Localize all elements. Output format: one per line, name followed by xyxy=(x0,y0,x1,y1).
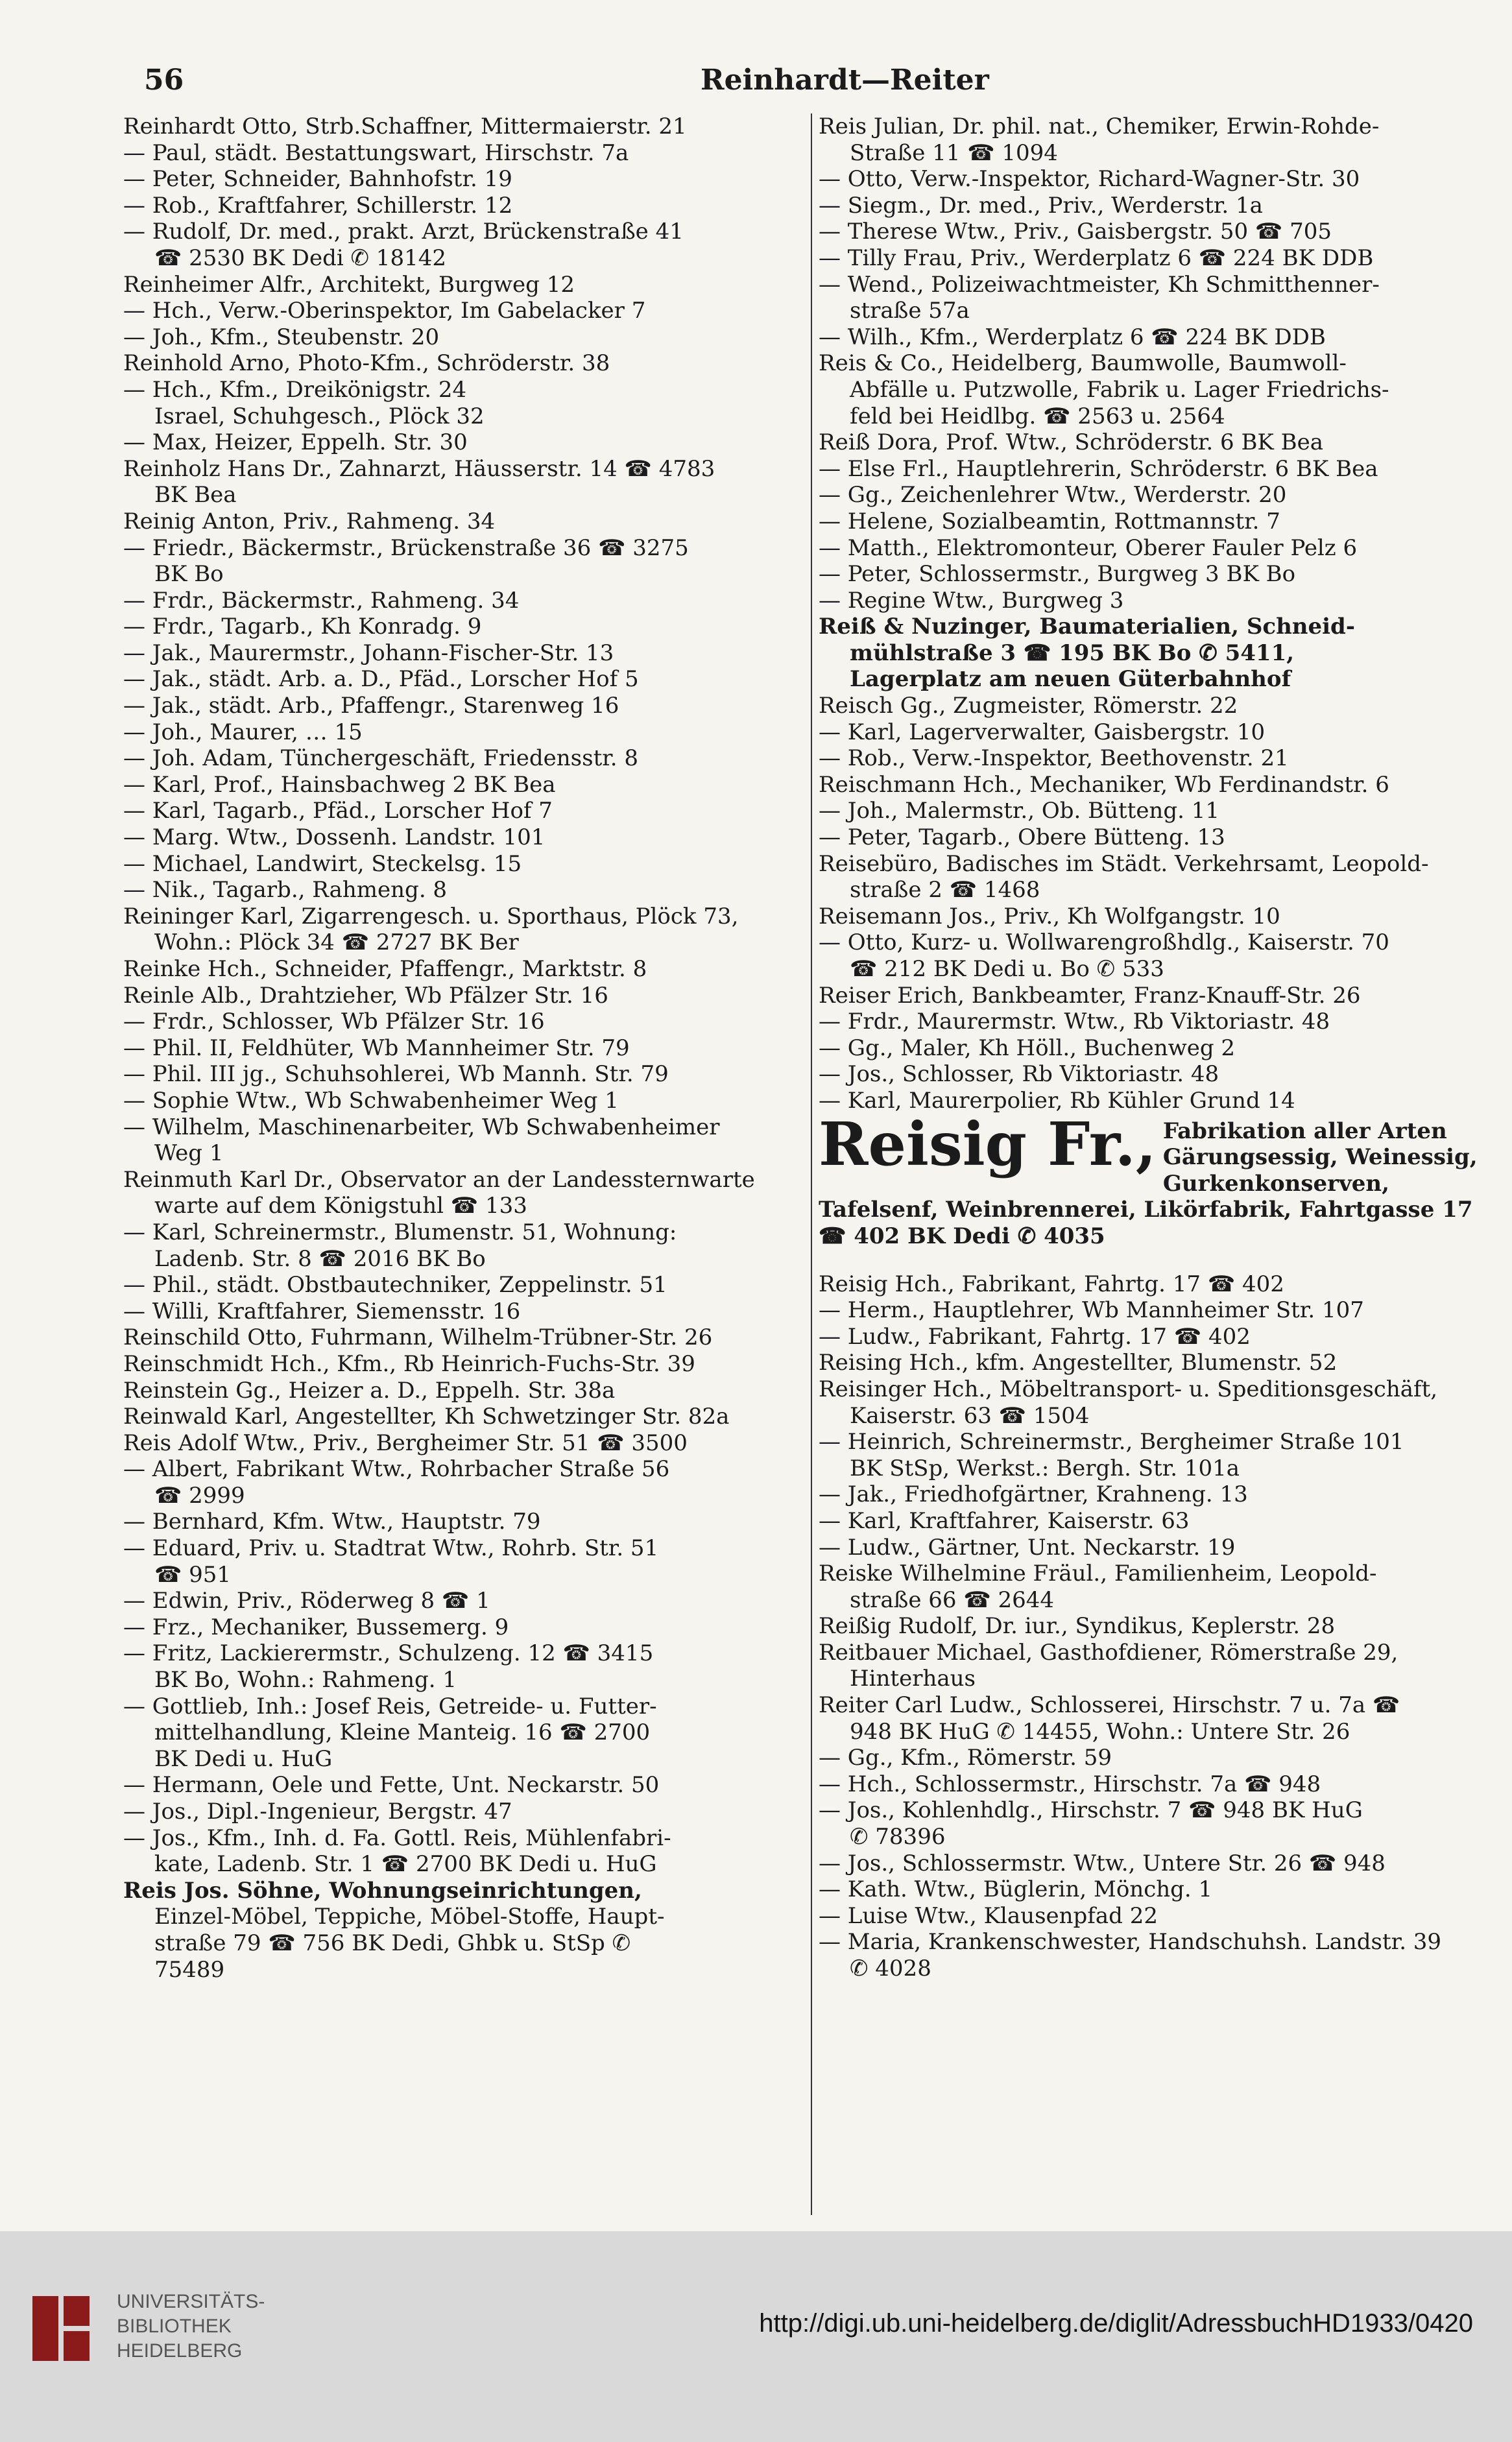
ad-text: Fabrikation aller Arten Gärungsessig, Weinessig, Gurkenkonserven, Tafelsenf, Weinbrennerei, Likörfabrik, Fahrtgasse 17 ☎ 402 BK Dedi ✆ 4035 xyxy=(819,1118,1478,1249)
library-line-1: UNIVERSITÄTS- xyxy=(117,2291,265,2312)
directory-entry: — Nik., Tagarb., Rahmeng. 8 xyxy=(123,877,448,904)
directory-entry: — Joh. Adam, Tünchergeschäft, Friedensstr. 8 xyxy=(123,745,639,772)
directory-entry: Weg 1 xyxy=(154,1140,224,1167)
directory-entry: BK StSp, Werkst.: Bergh. Str. 101a xyxy=(850,1455,1240,1481)
library-name xyxy=(117,2290,265,2364)
directory-entry: — Rob., Kraftfahrer, Schillerstr. 12 xyxy=(123,192,513,219)
directory-entry: — Joh., Maurer, … 15 xyxy=(123,719,363,745)
directory-entry: straße 66 ☎ 2644 xyxy=(850,1586,1055,1613)
directory-entry: — Gg., Kfm., Römerstr. 59 xyxy=(819,1745,1112,1771)
directory-entry: Reis Jos. Söhne, Wohnungseinrichtungen, xyxy=(123,1877,642,1904)
directory-entry: — Otto, Verw.-Inspektor, Richard-Wagner-Str. 30 xyxy=(819,166,1360,193)
directory-entry: — Wilhelm, Maschinenarbeiter, Wb Schwabenheimer xyxy=(123,1114,720,1140)
directory-entry: Israel, Schuhgesch., Plöck 32 xyxy=(154,403,485,429)
directory-entry: Ladenb. Str. 8 ☎ 2016 BK Bo xyxy=(154,1245,486,1272)
directory-entry: Reinholz Hans Dr., Zahnarzt, Häusserstr. 14 ☎ 4783 xyxy=(123,455,715,482)
directory-entry: — Phil. II, Feldhüter, Wb Mannheimer Str. 79 xyxy=(123,1035,630,1061)
university-logo-icon xyxy=(26,2290,97,2367)
directory-entry: Reiter Carl Ludw., Schlosserei, Hirschstr. 7 u. 7a ☎ xyxy=(819,1692,1400,1719)
directory-entry: — Sophie Wtw., Wb Schwabenheimer Weg 1 xyxy=(123,1087,619,1114)
directory-entry: — Jos., Kfm., Inh. d. Fa. Gottl. Reis, Mühlenfabri- xyxy=(123,1825,671,1851)
directory-entry: — Heinrich, Schreinermstr., Bergheimer Straße 101 xyxy=(819,1429,1404,1455)
directory-entry: BK Bo, Wohn.: Rahmeng. 1 xyxy=(154,1667,457,1694)
directory-entry: Reiser Erich, Bankbeamter, Franz-Knauff-Str. 26 xyxy=(819,982,1361,1009)
left-column xyxy=(123,114,804,1983)
directory-entry: — Ludw., Fabrikant, Fahrtg. 17 ☎ 402 xyxy=(819,1323,1251,1350)
directory-entry: — Phil., städt. Obstbautechniker, Zeppelinstr. 51 xyxy=(123,1272,667,1299)
directory-entry: — Edwin, Priv., Röderweg 8 ☎ 1 xyxy=(123,1588,490,1614)
directory-entry: Reisig Hch., Fabrikant, Fahrtg. 17 ☎ 402 xyxy=(819,1271,1284,1297)
directory-entry: — Otto, Kurz- u. Wollwarengroßhdlg., Kaiserstr. 70 xyxy=(819,929,1389,956)
directory-entry: — Karl, Lagerverwalter, Gaisbergstr. 10 xyxy=(819,719,1266,745)
directory-entry: Reinschild Otto, Fuhrmann, Wilhelm-Trübner-Str. 26 xyxy=(123,1324,713,1351)
directory-entry: — Herm., Hauptlehrer, Wb Mannheimer Str. 107 xyxy=(819,1297,1364,1324)
directory-entry: — Luise Wtw., Klausenpfad 22 xyxy=(819,1902,1158,1929)
directory-entry: Reis Julian, Dr. phil. nat., Chemiker, Erwin-Rohde- xyxy=(819,114,1380,139)
directory-entry: — Michael, Landwirt, Steckelsg. 15 xyxy=(123,850,522,877)
directory-entry: Reinschmidt Hch., Kfm., Rb Heinrich-Fuchs-Str. 39 xyxy=(123,1350,695,1377)
directory-entry: Reiske Wilhelmine Fräul., Familienheim, Leopold- xyxy=(819,1561,1377,1587)
directory-entry: — Else Frl., Hauptlehrerin, Schröderstr. 6 BK Bea xyxy=(819,455,1378,482)
directory-entry: — Karl, Kraftfahrer, Kaiserstr. 63 xyxy=(819,1507,1190,1534)
page-title: Reinhardt—Reiter xyxy=(701,64,989,97)
directory-entry: — Jos., Kohlenhdlg., Hirschstr. 7 ☎ 948 BK HuG xyxy=(819,1797,1363,1824)
directory-entry: — Phil. III jg., Schuhsohlerei, Wb Mannh. Str. 79 xyxy=(123,1061,669,1088)
directory-entry: — Albert, Fabrikant Wtw., Rohrbacher Straße 56 xyxy=(123,1456,670,1483)
directory-entry: Reischmann Hch., Mechaniker, Wb Ferdinandstr. 6 xyxy=(819,771,1389,798)
directory-entry: Reiß & Nuzinger, Baumaterialien, Schneid- xyxy=(819,614,1355,640)
directory-entry: Reitbauer Michael, Gasthofdiener, Römerstraße 29, xyxy=(819,1639,1398,1666)
directory-entry: Reininger Karl, Zigarrengesch. u. Sporthaus, Plöck 73, xyxy=(123,903,739,929)
directory-entry: BK Bea xyxy=(154,482,237,509)
directory-entry: — Eduard, Priv. u. Stadtrat Wtw., Rohrb. Str. 51 xyxy=(123,1535,659,1562)
directory-entry: — Jak., städt. Arb. a. D., Pfäd., Lorscher Hof 5 xyxy=(123,666,639,693)
directory-entry: BK Bo xyxy=(154,561,224,588)
directory-entry: 948 BK HuG ✆ 14455, Wohn.: Untere Str. 26 xyxy=(850,1718,1350,1745)
directory-entry: — Karl, Prof., Hainsbachweg 2 BK Bea xyxy=(123,771,556,798)
directory-entry: — Kath. Wtw., Büglerin, Mönchg. 1 xyxy=(819,1876,1213,1903)
directory-entry: Reinhardt Otto, Strb.Schaffner, Mittermaierstr. 21 xyxy=(123,114,687,139)
directory-entry: — Frdr., Bäckermstr., Rahmeng. 34 xyxy=(123,587,520,614)
directory-entry: — Peter, Schneider, Bahnhofstr. 19 xyxy=(123,166,512,193)
directory-entry: — Marg. Wtw., Dossenh. Landstr. 101 xyxy=(123,824,546,851)
directory-entry: — Jos., Dipl.-Ingenieur, Bergstr. 47 xyxy=(123,1799,512,1825)
page-number: 56 xyxy=(144,64,184,97)
directory-entry: Wohn.: Plöck 34 ☎ 2727 BK Ber xyxy=(154,929,519,956)
directory-entry: ☎ 951 xyxy=(154,1561,232,1588)
directory-entry: kate, Ladenb. Str. 1 ☎ 2700 BK Dedi u. HuG xyxy=(154,1851,657,1878)
directory-entry: — Jak., Friedhofgärtner, Krahneng. 13 xyxy=(819,1481,1248,1508)
directory-entry: — Willi, Kraftfahrer, Siemensstr. 16 xyxy=(123,1298,521,1324)
directory-entry: ☎ 2530 BK Dedi ✆ 18142 xyxy=(154,245,446,271)
directory-entry: Reiß Dora, Prof. Wtw., Schröderstr. 6 BK Bea xyxy=(819,429,1324,456)
right-column-top xyxy=(819,114,1493,1114)
directory-entry: — Joh., Kfm., Steubenstr. 20 xyxy=(123,324,440,350)
directory-entry: — Therese Wtw., Priv., Gaisbergstr. 50 ☎ 705 xyxy=(819,219,1332,245)
directory-entry: — Peter, Tagarb., Obere Bütteng. 13 xyxy=(819,824,1225,851)
directory-entry: Hinterhaus xyxy=(850,1666,976,1692)
right-column-bottom xyxy=(819,1271,1493,1982)
directory-entry: — Paul, städt. Bestattungswart, Hirschstr. 7a xyxy=(123,139,629,166)
directory-entry: Reinstein Gg., Heizer a. D., Eppelh. Str. 38a xyxy=(123,1377,616,1404)
directory-entry: Reising Hch., kfm. Angestellter, Blumenstr. 52 xyxy=(819,1350,1338,1376)
directory-entry: — Siegm., Dr. med., Priv., Werderstr. 1a xyxy=(819,192,1263,219)
library-line-3: HEIDELBERG xyxy=(117,2340,243,2362)
directory-entry: Reis & Co., Heidelberg, Baumwolle, Baumwoll- xyxy=(819,350,1347,377)
directory-entry: — Karl, Schreinermstr., Blumenstr. 51, Wohnung: xyxy=(123,1219,677,1245)
directory-entry: — Regine Wtw., Burgweg 3 xyxy=(819,587,1124,614)
directory-entry: — Maria, Krankenschwester, Handschuhsh. Landstr. 39 xyxy=(819,1929,1442,1956)
directory-entry: 75489 xyxy=(154,1956,225,1983)
directory-entry: ✆ 4028 xyxy=(850,1956,931,1981)
directory-entry: Reisinger Hch., Möbeltransport- u. Speditionsgeschäft, xyxy=(819,1376,1438,1402)
directory-entry: — Frdr., Maurermstr. Wtw., Rb Viktoriastr. 48 xyxy=(819,1009,1330,1035)
directory-entry: feld bei Heidlbg. ☎ 2563 u. 2564 xyxy=(850,403,1225,429)
directory-entry: — Frdr., Schlosser, Wb Pfälzer Str. 16 xyxy=(123,1009,545,1035)
directory-entry: — Joh., Malermstr., Ob. Bütteng. 11 xyxy=(819,798,1219,824)
directory-entry: — Tilly Frau, Priv., Werderplatz 6 ☎ 224 BK DDB xyxy=(819,245,1374,271)
directory-entry: Reinheimer Alfr., Architekt, Burgweg 12 xyxy=(123,271,575,298)
directory-entry: mühlstraße 3 ☎ 195 BK Bo ✆ 5411, xyxy=(850,640,1295,666)
directory-entry: — Karl, Maurerpolier, Rb Kühler Grund 14 xyxy=(819,1087,1295,1114)
directory-entry: — Peter, Schlossermstr., Burgweg 3 BK Bo xyxy=(819,561,1296,588)
directory-entry: — Hch., Verw.-Oberinspektor, Im Gabelacker 7 xyxy=(123,298,646,324)
directory-entry: Kaiserstr. 63 ☎ 1504 xyxy=(850,1402,1090,1429)
directory-entry: — Karl, Tagarb., Pfäd., Lorscher Hof 7 xyxy=(123,798,553,824)
directory-entry: — Hch., Kfm., Dreikönigstr. 24 xyxy=(123,376,467,403)
directory-entry: Reinle Alb., Drahtzieher, Wb Pfälzer Str. 16 xyxy=(123,982,608,1009)
directory-entry: — Gg., Maler, Kh Höll., Buchenweg 2 xyxy=(819,1035,1236,1061)
directory-entry: — Wilh., Kfm., Werderplatz 6 ☎ 224 BK DDB xyxy=(819,324,1326,350)
directory-entry: Reinmuth Karl Dr., Observator an der Landessternwarte xyxy=(123,1166,755,1193)
directory-entry: Reinke Hch., Schneider, Pfaffengr., Marktstr. 8 xyxy=(123,956,647,982)
directory-entry: — Jos., Schlossermstr. Wtw., Untere Str. 26 ☎ 948 xyxy=(819,1850,1386,1876)
directory-entry: — Hch., Schlossermstr., Hirschstr. 7a ☎ 948 xyxy=(819,1771,1321,1797)
directory-entry: — Rudolf, Dr. med., prakt. Arzt, Brückenstraße 41 xyxy=(123,219,684,245)
directory-entry: — Helene, Sozialbeamtin, Rottmannstr. 7 xyxy=(819,508,1280,534)
directory-entry: straße 57a xyxy=(850,298,970,324)
directory-entry: straße 79 ☎ 756 BK Dedi, Ghbk u. StSp ✆ xyxy=(154,1930,631,1956)
directory-entry: Reis Adolf Wtw., Priv., Bergheimer Str. 51 ☎ 3500 xyxy=(123,1430,688,1456)
column-divider xyxy=(811,114,812,2215)
directory-entry: mittelhandlung, Kleine Manteig. 16 ☎ 2700 xyxy=(154,1719,651,1746)
directory-entry: — Fritz, Lackierermstr., Schulzeng. 12 ☎ 3415 xyxy=(123,1640,654,1667)
directory-entry: Reinhold Arno, Photo-Kfm., Schröderstr. 38 xyxy=(123,350,610,377)
directory-entry: ☎ 2999 xyxy=(154,1482,245,1509)
directory-entry: — Rob., Verw.-Inspektor, Beethovenstr. 21 xyxy=(819,745,1289,772)
directory-entry: Reinig Anton, Priv., Rahmeng. 34 xyxy=(123,508,496,534)
directory-entry: Reisemann Jos., Priv., Kh Wolfgangstr. 10 xyxy=(819,903,1280,929)
directory-entry: Lagerplatz am neuen Güterbahnhof xyxy=(850,666,1291,693)
directory-entry: — Bernhard, Kfm. Wtw., Hauptstr. 79 xyxy=(123,1509,541,1535)
directory-entry: ✆ 78396 xyxy=(850,1824,946,1850)
directory-entry: — Wend., Polizeiwachtmeister, Kh Schmitthenner- xyxy=(819,271,1380,298)
advertisement-reisig xyxy=(819,1118,1493,1267)
directory-entry: — Jos., Schlosser, Rb Viktoriastr. 48 xyxy=(819,1061,1219,1088)
directory-entry: Einzel-Möbel, Teppiche, Möbel-Stoffe, Haupt- xyxy=(154,1904,665,1930)
directory-entry: — Frz., Mechaniker, Bussemerg. 9 xyxy=(123,1614,509,1640)
directory-entry: Abfälle u. Putzwolle, Fabrik u. Lager Friedrichs- xyxy=(850,376,1389,403)
directory-entry: BK Dedi u. HuG xyxy=(154,1745,333,1772)
library-line-2: BIBLIOTHEK xyxy=(117,2316,232,2337)
source-url-link[interactable]: http://digi.ub.uni-heidelberg.de/diglit/AdressbuchHD1933/0420 xyxy=(759,2309,1473,2338)
directory-entry: — Matth., Elektromonteur, Oberer Fauler Pelz 6 xyxy=(819,534,1358,561)
directory-entry: Straße 11 ☎ 1094 xyxy=(850,139,1058,166)
directory-entry: Reißig Rudolf, Dr. iur., Syndikus, Keplerstr. 28 xyxy=(819,1613,1336,1640)
directory-entry: Reisebüro, Badisches im Städt. Verkehrsamt, Leopold- xyxy=(819,850,1429,877)
directory-entry: — Frdr., Tagarb., Kh Konradg. 9 xyxy=(123,614,482,640)
ad-headline: Reisig Fr., xyxy=(819,1118,1157,1179)
directory-entry: — Gg., Zeichenlehrer Wtw., Werderstr. 20 xyxy=(819,482,1287,509)
directory-entry: — Max, Heizer, Eppelh. Str. 30 xyxy=(123,429,468,456)
directory-entry: straße 2 ☎ 1468 xyxy=(850,877,1040,904)
directory-entry: ☎ 212 BK Dedi u. Bo ✆ 533 xyxy=(850,956,1164,982)
directory-entry: — Ludw., Gärtner, Unt. Neckarstr. 19 xyxy=(819,1534,1236,1561)
directory-entry: — Hermann, Oele und Fette, Unt. Neckarstr. 50 xyxy=(123,1772,660,1799)
directory-entry: — Friedr., Bäckermstr., Brückenstraße 36 ☎ 3275 xyxy=(123,534,689,561)
directory-entry: — Jak., städt. Arb., Pfaffengr., Starenweg 16 xyxy=(123,693,619,719)
directory-entry: Reisch Gg., Zugmeister, Römerstr. 22 xyxy=(819,693,1238,719)
right-column xyxy=(819,114,1493,1982)
directory-entry: Reinwald Karl, Angestellter, Kh Schwetzinger Str. 82a xyxy=(123,1404,730,1430)
directory-entry: — Gottlieb, Inh.: Josef Reis, Getreide- u. Futter- xyxy=(123,1693,657,1719)
directory-entry: — Jak., Maurermstr., Johann-Fischer-Str. 13 xyxy=(123,640,614,666)
directory-entry: warte auf dem Königstuhl ☎ 133 xyxy=(154,1193,527,1219)
